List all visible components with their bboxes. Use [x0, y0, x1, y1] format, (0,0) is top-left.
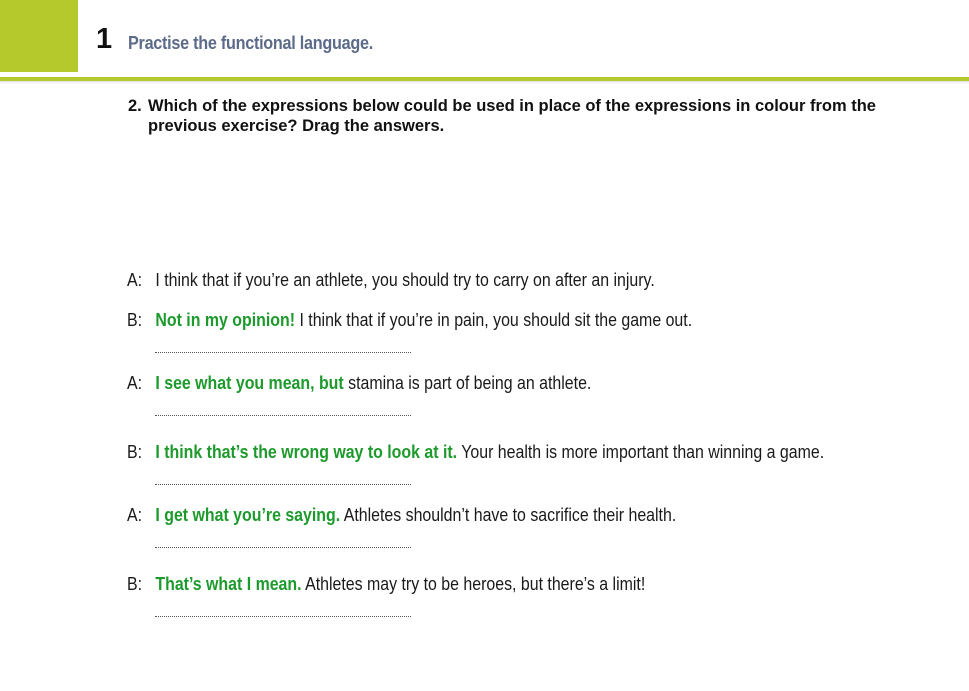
speaker-label: A: — [127, 372, 143, 393]
highlighted-expression: Not in my opinion! — [155, 309, 296, 330]
speaker-label: A: — [127, 269, 143, 290]
line-text: I think that if you’re in pain, you should sit the game out. — [295, 309, 693, 330]
answer-drop-slot[interactable] — [155, 616, 411, 617]
header-shadow — [0, 81, 969, 84]
dialogue-line — [127, 309, 692, 331]
highlighted-expression: I see what you mean, but — [155, 372, 344, 393]
speaker-label: A: — [127, 504, 143, 525]
dialogue-line — [127, 441, 824, 463]
speaker-label: B: — [127, 573, 143, 594]
line-text: I think that if you’re an athlete, you should try to carry on after an injury. — [155, 269, 655, 290]
highlighted-expression: That’s what I mean. — [155, 573, 302, 594]
line-text: Your health is more important than winning a game. — [457, 441, 825, 462]
dialogue-line — [127, 573, 645, 595]
answer-drop-slot[interactable] — [155, 415, 411, 416]
dialogue-line — [127, 504, 676, 526]
line-text: stamina is part of being an athlete. — [343, 372, 592, 393]
speaker-label: B: — [127, 309, 143, 330]
header-accent-block — [0, 0, 78, 72]
instruction-text-line2: previous exercise? Drag the answers. — [148, 117, 445, 135]
answer-drop-slot[interactable] — [155, 547, 411, 548]
exercise-instruction — [128, 96, 948, 136]
answer-options-area[interactable] — [128, 150, 938, 250]
answer-drop-slot[interactable] — [155, 484, 411, 485]
line-text: Athletes may try to be heroes, but there’s a limit! — [301, 573, 646, 594]
dialogue-line — [127, 269, 655, 291]
highlighted-expression: I think that’s the wrong way to look at it. — [155, 441, 458, 462]
unit-title: Practise the functional language. — [128, 33, 373, 53]
line-text: Athletes shouldn’t have to sacrifice their health. — [340, 504, 677, 525]
highlighted-expression: I get what you’re saying. — [155, 504, 341, 525]
dialogue-line — [127, 372, 591, 394]
speaker-label: B: — [127, 441, 143, 462]
instruction-text-line1: Which of the expressions below could be used in place of the expressions in colour from the — [148, 97, 876, 115]
exercise-number: 2. — [128, 97, 142, 115]
answer-drop-slot[interactable] — [155, 352, 411, 353]
unit-number: 1 — [96, 23, 113, 55]
